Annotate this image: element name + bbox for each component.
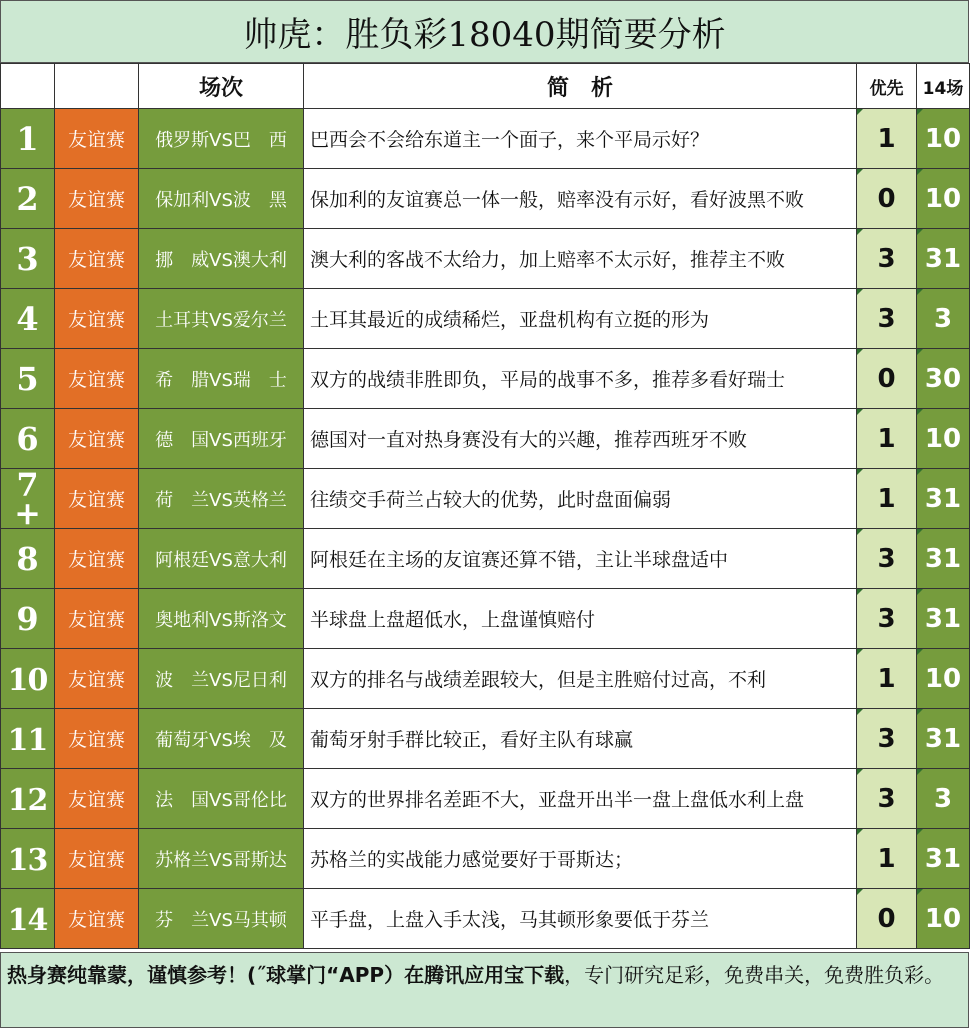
header-league <box>55 64 139 109</box>
table-row <box>1 289 970 349</box>
corner-marker-icon <box>917 409 923 415</box>
row-number: 1 <box>16 119 39 158</box>
match-cell: 德 国VS西班牙 <box>139 409 304 469</box>
count-cell <box>917 349 970 409</box>
corner-marker-icon <box>917 469 923 475</box>
analysis-cell: 往绩交手荷兰占较大的优势，此时盘面偏弱 <box>304 469 857 529</box>
corner-marker-icon <box>857 529 863 535</box>
pick-value: 0 <box>877 183 896 214</box>
row-number-cell <box>1 769 55 829</box>
count-cell <box>917 169 970 229</box>
league-cell: 友谊赛 <box>55 709 139 769</box>
corner-marker-icon <box>917 709 923 715</box>
table-row <box>1 109 970 169</box>
count-cell <box>917 229 970 289</box>
corner-marker-icon <box>917 229 923 235</box>
row-number: 9 <box>16 599 39 638</box>
row-mark: + <box>14 493 41 529</box>
corner-marker-icon <box>857 409 863 415</box>
league-cell: 友谊赛 <box>55 649 139 709</box>
row-number: 12 <box>7 782 48 818</box>
pick-value: 0 <box>877 903 896 934</box>
header-pick: 优先 <box>857 64 917 109</box>
count-value: 10 <box>924 183 962 214</box>
corner-marker-icon <box>917 349 923 355</box>
count-cell <box>917 769 970 829</box>
corner-marker-icon <box>857 349 863 355</box>
corner-marker-icon <box>917 169 923 175</box>
sheet-title: 帅虎：胜负彩18040期简要分析 <box>0 0 969 63</box>
match-cell: 希 腊VS瑞 士 <box>139 349 304 409</box>
header-match: 场次 <box>139 64 304 109</box>
row-number: 7 <box>16 468 39 504</box>
count-value: 31 <box>924 723 962 754</box>
row-number-cell <box>1 649 55 709</box>
row-number: 13 <box>7 842 48 878</box>
table-row <box>1 529 970 589</box>
table-header-row <box>1 64 970 109</box>
match-cell: 保加利VS波 黑 <box>139 169 304 229</box>
match-cell: 俄罗斯VS巴 西 <box>139 109 304 169</box>
corner-marker-icon <box>857 289 863 295</box>
league-cell: 友谊赛 <box>55 469 139 529</box>
pick-cell <box>857 769 917 829</box>
pick-value: 3 <box>877 723 896 754</box>
footer-bold-text: 热身赛纯靠蒙，谨慎参考！(˝球掌门“APP）在腾讯应用宝下载 <box>7 963 565 987</box>
corner-marker-icon <box>917 889 923 895</box>
count-value: 31 <box>924 603 962 634</box>
table-row <box>1 409 970 469</box>
match-cell: 葡萄牙VS埃 及 <box>139 709 304 769</box>
analysis-cell: 德国对一直对热身赛没有大的兴趣，推荐西班牙不败 <box>304 409 857 469</box>
analysis-cell: 双方的世界排名差距不大，亚盘开出半一盘上盘低水利上盘 <box>304 769 857 829</box>
corner-marker-icon <box>857 649 863 655</box>
pick-cell <box>857 709 917 769</box>
count-value: 31 <box>924 483 962 514</box>
pick-cell <box>857 109 917 169</box>
pick-cell <box>857 649 917 709</box>
pick-cell <box>857 169 917 229</box>
corner-marker-icon <box>857 109 863 115</box>
count-value: 10 <box>924 123 962 154</box>
count-value: 30 <box>924 363 962 394</box>
pick-value: 1 <box>877 483 896 514</box>
pick-value: 0 <box>877 363 896 394</box>
row-number: 3 <box>16 239 39 278</box>
corner-marker-icon <box>917 529 923 535</box>
corner-marker-icon <box>857 169 863 175</box>
analysis-cell: 平手盘，上盘入手太浅，马其顿形象要低于芬兰 <box>304 889 857 949</box>
analysis-cell: 巴西会不会给东道主一个面子，来个平局示好？ <box>304 109 857 169</box>
corner-marker-icon <box>917 589 923 595</box>
league-cell: 友谊赛 <box>55 169 139 229</box>
row-number-cell <box>1 469 55 529</box>
pick-cell <box>857 469 917 529</box>
league-cell: 友谊赛 <box>55 889 139 949</box>
row-number-cell <box>1 709 55 769</box>
analysis-cell: 澳大利的客战不太给力，加上赔率不太示好，推荐主不败 <box>304 229 857 289</box>
corner-marker-icon <box>857 889 863 895</box>
analysis-cell: 双方的战绩非胜即负，平局的战事不多，推荐多看好瑞士 <box>304 349 857 409</box>
match-cell: 阿根廷VS意大利 <box>139 529 304 589</box>
pick-value: 3 <box>877 783 896 814</box>
analysis-table <box>0 63 970 949</box>
row-number-cell <box>1 349 55 409</box>
row-number-cell <box>1 109 55 169</box>
league-cell: 友谊赛 <box>55 529 139 589</box>
match-cell: 荷 兰VS英格兰 <box>139 469 304 529</box>
pick-value: 1 <box>877 663 896 694</box>
pick-cell <box>857 529 917 589</box>
count-cell <box>917 409 970 469</box>
league-cell: 友谊赛 <box>55 349 139 409</box>
match-cell: 土耳其VS爱尔兰 <box>139 289 304 349</box>
pick-cell <box>857 409 917 469</box>
count-cell <box>917 709 970 769</box>
count-value: 31 <box>924 243 962 274</box>
corner-marker-icon <box>857 769 863 775</box>
corner-marker-icon <box>917 109 923 115</box>
pick-value: 3 <box>877 303 896 334</box>
count-cell <box>917 529 970 589</box>
count-cell <box>917 469 970 529</box>
table-row <box>1 829 970 889</box>
row-number-cell <box>1 889 55 949</box>
pick-value: 1 <box>877 423 896 454</box>
row-number: 10 <box>7 662 48 698</box>
corner-marker-icon <box>917 829 923 835</box>
league-cell: 友谊赛 <box>55 289 139 349</box>
row-number: 6 <box>16 419 39 458</box>
count-cell <box>917 829 970 889</box>
count-value: 3 <box>933 303 953 334</box>
pick-cell <box>857 829 917 889</box>
row-number-cell <box>1 409 55 469</box>
footer-note <box>0 952 969 1028</box>
row-number: 11 <box>7 722 48 758</box>
footer-normal-text: ，专门研究足彩，免费串关，免费胜负彩。 <box>564 963 945 987</box>
pick-value: 3 <box>877 243 896 274</box>
header-count: 14场 <box>917 64 970 109</box>
row-number: 4 <box>16 299 39 338</box>
league-cell: 友谊赛 <box>55 109 139 169</box>
pick-value: 3 <box>877 603 896 634</box>
table-row <box>1 349 970 409</box>
corner-marker-icon <box>917 649 923 655</box>
pick-cell <box>857 229 917 289</box>
count-cell <box>917 649 970 709</box>
row-number-cell <box>1 289 55 349</box>
corner-marker-icon <box>917 289 923 295</box>
row-number-cell <box>1 169 55 229</box>
analysis-cell: 葡萄牙射手群比较正，看好主队有球赢 <box>304 709 857 769</box>
count-value: 10 <box>924 663 962 694</box>
count-value: 31 <box>924 543 962 574</box>
table-row <box>1 469 970 529</box>
header-analysis: 简 析 <box>304 64 857 109</box>
match-cell: 法 国VS哥伦比 <box>139 769 304 829</box>
corner-marker-icon <box>857 829 863 835</box>
count-value: 3 <box>933 783 953 814</box>
table-row <box>1 589 970 649</box>
league-cell: 友谊赛 <box>55 769 139 829</box>
match-cell: 奥地利VS斯洛文 <box>139 589 304 649</box>
corner-marker-icon <box>857 229 863 235</box>
pick-value: 1 <box>877 123 896 154</box>
table-row <box>1 889 970 949</box>
corner-marker-icon <box>917 769 923 775</box>
row-number-cell <box>1 529 55 589</box>
pick-cell <box>857 589 917 649</box>
count-cell <box>917 109 970 169</box>
row-number: 2 <box>16 179 39 218</box>
count-value: 10 <box>924 903 962 934</box>
pick-value: 3 <box>877 543 896 574</box>
analysis-cell: 苏格兰的实战能力感觉要好于哥斯达； <box>304 829 857 889</box>
pick-cell <box>857 349 917 409</box>
count-cell <box>917 589 970 649</box>
analysis-cell: 土耳其最近的成绩稀烂，亚盘机构有立挺的形为 <box>304 289 857 349</box>
league-cell: 友谊赛 <box>55 409 139 469</box>
corner-marker-icon <box>857 469 863 475</box>
match-cell: 挪 威VS澳大利 <box>139 229 304 289</box>
match-cell: 苏格兰VS哥斯达 <box>139 829 304 889</box>
row-number-cell <box>1 589 55 649</box>
league-cell: 友谊赛 <box>55 829 139 889</box>
corner-marker-icon <box>857 589 863 595</box>
table-row <box>1 169 970 229</box>
league-cell: 友谊赛 <box>55 229 139 289</box>
row-number: 5 <box>16 359 39 398</box>
table-row <box>1 229 970 289</box>
row-number: 14 <box>7 902 48 938</box>
count-value: 31 <box>924 843 962 874</box>
table-row <box>1 649 970 709</box>
analysis-cell: 半球盘上盘超低水，上盘谨慎赔付 <box>304 589 857 649</box>
analysis-cell: 保加利的友谊赛总一体一般，赔率没有示好，看好波黑不败 <box>304 169 857 229</box>
count-cell <box>917 889 970 949</box>
count-cell <box>917 289 970 349</box>
pick-cell <box>857 889 917 949</box>
count-value: 10 <box>924 423 962 454</box>
analysis-cell: 阿根廷在主场的友谊赛还算不错，主让半球盘适中 <box>304 529 857 589</box>
header-number <box>1 64 55 109</box>
table-row <box>1 709 970 769</box>
row-number-stack <box>1 468 54 529</box>
match-cell: 芬 兰VS马其顿 <box>139 889 304 949</box>
row-number-cell <box>1 829 55 889</box>
pick-cell <box>857 289 917 349</box>
table-row <box>1 769 970 829</box>
pick-value: 1 <box>877 843 896 874</box>
row-number-cell <box>1 229 55 289</box>
corner-marker-icon <box>857 709 863 715</box>
league-cell: 友谊赛 <box>55 589 139 649</box>
match-cell: 波 兰VS尼日利 <box>139 649 304 709</box>
analysis-cell: 双方的排名与战绩差跟较大，但是主胜赔付过高，不利 <box>304 649 857 709</box>
row-number: 8 <box>16 539 39 578</box>
